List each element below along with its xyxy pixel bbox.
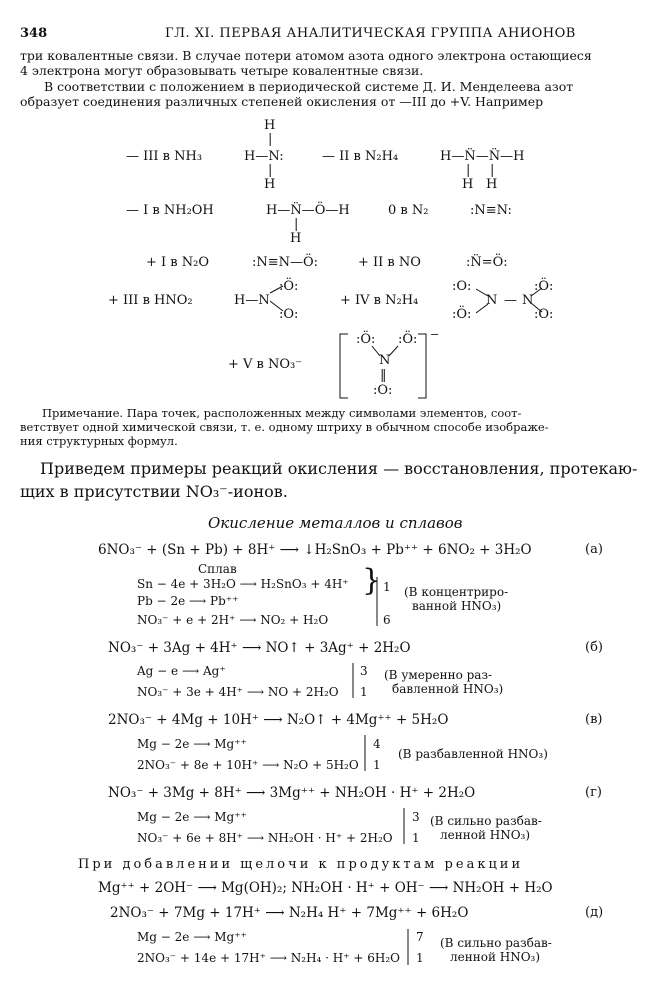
n2o4-n-1: N bbox=[486, 293, 498, 308]
hno2-o-top: :Ö: bbox=[279, 279, 299, 294]
n2o-label: + I в N₂O bbox=[146, 255, 209, 270]
n2o4-o-4: :O: bbox=[534, 307, 554, 322]
no3-bond-right bbox=[389, 346, 398, 356]
hno2-h: H—N bbox=[234, 293, 270, 308]
reaction-a-half-1: Sn − 4e + 3H₂O ⟶ H₂SnO₃ + 4H⁺ bbox=[137, 577, 349, 591]
no-label: + II в NO bbox=[358, 255, 421, 270]
n2h4-bond-2: | bbox=[490, 163, 495, 178]
no3-o-left: :Ö: bbox=[356, 332, 376, 347]
n2h4-h-1: H bbox=[462, 177, 474, 192]
reaction-v-condition: (В разбавленной HNO₃) bbox=[398, 747, 548, 761]
n2o4-bond-4 bbox=[531, 303, 542, 312]
reaction-v-coef-2: 1 bbox=[373, 758, 381, 772]
nh3-label: — III в NH₃ bbox=[126, 149, 203, 164]
reaction-b-half-1: Ag − e ⟶ Ag⁺ bbox=[137, 664, 226, 678]
hno2-label: + III в HNO₂ bbox=[108, 293, 193, 308]
n2o-structure: :N≡N—Ö: bbox=[252, 255, 319, 270]
reaction-g-main: NO₃⁻ + 3Mg + 8H⁺ ⟶ 3Mg⁺⁺ + NH₂OH · H⁺ + 2H₂O bbox=[108, 785, 476, 801]
reaction-v-half-2: 2NO₃⁻ + 8e + 10H⁺ ⟶ N₂O + 5H₂O bbox=[137, 758, 359, 772]
note-line-2: ветствует одной химической связи, т. е. одному штриху в обычном способе изображе- bbox=[20, 420, 549, 434]
reaction-g-half-1: Mg − 2e ⟶ Mg⁺⁺ bbox=[137, 810, 247, 824]
n2o4-o-2: :Ö: bbox=[452, 307, 472, 322]
reaction-v-coef-1: 4 bbox=[373, 737, 381, 751]
n2o4-o-1: :O: bbox=[452, 279, 472, 294]
reaction-d-condition-2: ленной HNO₃) bbox=[450, 950, 541, 964]
reaction-a-half-2: Pb − 2e ⟶ Pb⁺⁺ bbox=[137, 594, 239, 608]
n2o4-bond-2 bbox=[476, 304, 488, 313]
no3-o-bottom: :O: bbox=[373, 383, 393, 398]
running-title: ГЛ. XI. ПЕРВАЯ АНАЛИТИЧЕСКАЯ ГРУППА АНИОНОВ bbox=[165, 26, 576, 41]
reaction-b-condition-1: (В умеренно раз- bbox=[384, 668, 493, 682]
reaction-d-coef-2: 1 bbox=[416, 951, 424, 965]
note-line-1: Примечание. Пара точек, расположенных между символами элементов, соот- bbox=[42, 406, 522, 420]
nh2oh-label: — I в NH₂OH bbox=[126, 203, 214, 218]
reaction-a-tag: (а) bbox=[585, 542, 603, 557]
reaction-g-coef-1: 3 bbox=[412, 810, 420, 824]
reaction-b-coef-2: 1 bbox=[360, 685, 368, 699]
reaction-d-half-2: 2NO₃⁻ + 14e + 17H⁺ ⟶ N₂H₄ · H⁺ + 6H₂O bbox=[137, 951, 401, 965]
intro-line-3: В соответствии с положением в периодической системе Д. И. Менделеева азот bbox=[44, 79, 574, 94]
no3-bond-left bbox=[372, 346, 380, 356]
section-title: Окисление металлов и сплавов bbox=[208, 514, 463, 532]
reaction-d-tag: (д) bbox=[585, 905, 604, 920]
reaction-d-condition-1: (В сильно разбав- bbox=[440, 936, 552, 950]
reaction-d-main: 2NO₃⁻ + 7Mg + 17H⁺ ⟶ N₂H₄ H⁺ + 7Mg⁺⁺ + 6H₂O bbox=[110, 905, 469, 921]
reaction-b-tag: (б) bbox=[585, 640, 603, 655]
nh2oh-bond: | bbox=[294, 217, 299, 232]
reaction-g-coef-2: 1 bbox=[412, 831, 420, 845]
lead-line-2: щих в присутствии NO₃⁻-ионов. bbox=[20, 482, 288, 501]
no3-label: + V в NO₃⁻ bbox=[228, 357, 303, 372]
page-number: 348 bbox=[20, 26, 48, 41]
no3-bracket-left bbox=[340, 334, 348, 398]
n2o4-label: + IV в N₂H₄ bbox=[340, 293, 419, 308]
intro-line-4: образует соединения различных степеней окисления от —III до +V. Например bbox=[20, 94, 544, 109]
reaction-a-alloy: Сплав bbox=[198, 562, 237, 576]
no3-bracket-right bbox=[418, 334, 426, 398]
lead-line-1: Приведем примеры реакций окисления — восстановления, протекаю- bbox=[40, 459, 638, 478]
hno2-bond-up bbox=[270, 286, 283, 293]
hno2-o-bottom: :O: bbox=[279, 307, 299, 322]
no-structure: :N̈=Ö: bbox=[466, 255, 508, 270]
note-line-3: ния структурных формул. bbox=[20, 434, 178, 448]
n2o4-o-3: :Ö: bbox=[534, 279, 554, 294]
reaction-v-main: 2NO₃⁻ + 4Mg + 10H⁺ ⟶ N₂O↑ + 4Mg⁺⁺ + 5H₂O bbox=[108, 712, 449, 728]
reaction-v-tag: (в) bbox=[585, 712, 603, 727]
reaction-d-coef-1: 7 bbox=[416, 930, 424, 944]
nh3-h-bottom: H bbox=[264, 177, 276, 192]
reaction-g-half-2: NO₃⁻ + 6e + 8H⁺ ⟶ NH₂OH · H⁺ + 2H₂O bbox=[137, 831, 393, 845]
reaction-a-condition-2: ванной HNO₃) bbox=[412, 599, 502, 613]
n2-structure: :N≡N: bbox=[470, 203, 512, 218]
reaction-g-tag: (г) bbox=[585, 785, 602, 800]
reaction-a-condition-1: (В концентриро- bbox=[404, 585, 509, 599]
n2o4-n-2: N bbox=[522, 293, 534, 308]
nh2oh-h-bottom: H bbox=[290, 231, 302, 246]
no3-n: N bbox=[379, 353, 391, 368]
reaction-v-half-1: Mg − 2e ⟶ Mg⁺⁺ bbox=[137, 737, 247, 751]
intro-line-2: 4 электрона могут образовывать четыре ковалентные связи. bbox=[20, 63, 424, 78]
nh3-bond-bottom: | bbox=[268, 163, 273, 178]
nh3-bond-top: | bbox=[268, 132, 273, 147]
n2o4-bond: — bbox=[504, 293, 517, 308]
n2o4-bond-3 bbox=[531, 288, 542, 296]
reaction-a-coef-2: 6 bbox=[383, 613, 391, 627]
reaction-a-main: 6NO₃⁻ + (Sn + Pb) + 8H⁺ ⟶ ↓H₂SnO₃ + Pb⁺⁺ + 6NO₂ + 3H₂O bbox=[98, 542, 532, 558]
n2o4-bond-1 bbox=[476, 289, 488, 296]
alkali-note: При добавлении щелочи к продуктам реакции bbox=[78, 857, 524, 872]
reaction-g-condition-1: (В сильно разбав- bbox=[430, 814, 542, 828]
n2h4-structure: H—N̈—N̈—H bbox=[440, 149, 525, 164]
n2h4-label: — II в N₂H₄ bbox=[322, 149, 399, 164]
no3-o-right: :Ö: bbox=[398, 332, 418, 347]
reaction-a-half-3: NO₃⁻ + e + 2H⁺ ⟶ NO₂ + H₂O bbox=[137, 613, 329, 627]
hno2-bond-down bbox=[270, 301, 283, 311]
reaction-b-half-2: NO₃⁻ + 3e + 4H⁺ ⟶ NO + 2H₂O bbox=[137, 685, 339, 699]
n2h4-h-2: H bbox=[486, 177, 498, 192]
reaction-b-coef-1: 3 bbox=[360, 664, 368, 678]
no3-charge: − bbox=[430, 328, 440, 341]
intro-line-1: три ковалентные связи. В случае потери атомом азота одного электрона остающиеся bbox=[20, 48, 592, 63]
nh2oh-structure: H—N̈—Ö—H bbox=[266, 203, 350, 218]
reaction-g-condition-2: ленной HNO₃) bbox=[440, 828, 531, 842]
reaction-d-half-1: Mg − 2e ⟶ Mg⁺⁺ bbox=[137, 930, 247, 944]
alkali-equation: Mg⁺⁺ + 2OH⁻ ⟶ Mg(OH)₂; NH₂OH · H⁺ + OH⁻ ⟶ NH₂OH + H₂O bbox=[98, 880, 553, 896]
reaction-b-main: NO₃⁻ + 3Ag + 4H⁺ ⟶ NO↑ + 3Ag⁺ + 2H₂O bbox=[108, 640, 411, 656]
no3-double-bond: ‖ bbox=[380, 368, 387, 383]
reaction-b-condition-2: бавленной HNO₃) bbox=[392, 682, 504, 696]
nh3-structure: H—N: bbox=[244, 149, 284, 164]
n2h4-bond-1: | bbox=[466, 163, 471, 178]
nh3-h-top: H bbox=[264, 118, 276, 133]
n2-label: 0 в N₂ bbox=[388, 203, 429, 218]
reaction-a-coef-1: 1 bbox=[383, 580, 391, 594]
reaction-a-brace: } bbox=[362, 563, 382, 598]
